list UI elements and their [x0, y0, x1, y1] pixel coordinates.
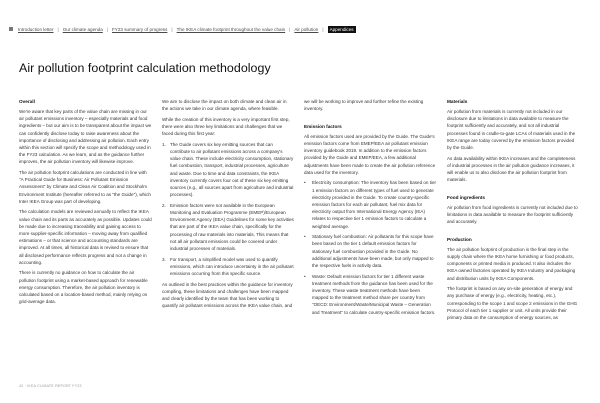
- section-heading-food-ingredients: Food ingredients: [447, 194, 486, 200]
- paragraph: While the creation of this inventory is a very important first step, there were also three key limitations and challenges that we faced during this first year:: [162, 116, 290, 137]
- column-emission-factors: [304, 98, 436, 319]
- nav-link-air-pollution[interactable]: Air pollution: [294, 26, 319, 32]
- list-number: 3.: [162, 256, 166, 262]
- paragraph: Air pollution from materials is currently not included in our disclosure due to limitations in data available to measure the footprint sufficiently and accurately, and not all industrial processes found in cradle-to-gate LCAs of materials used in the IKEA range are today covered by the emission factors provided by the Guide.: [447, 109, 576, 151]
- nav-link-fy23-summary[interactable]: FY23 summary of progress: [112, 26, 168, 32]
- bullet-icon: •: [304, 234, 306, 240]
- paragraph: As data availability within IKEA increases and the completeness of industrial processes in the air pollution guidance increases, it will enable us to also disclose the air pollution footprint from materials.: [447, 155, 576, 183]
- list-item-text: The Guide covers six key emitting sources that can contribute to air pollutant emissions across a company's value chain. These include electricity consumption, stationary fuel combustion, transport, industrial processes, agriculture and waste. Due to time and data constraints, the IKEA inventory currently covers four out of these six key emitting sources (e.g., all sources apart from agriculture and industrial processes).: [170, 141, 294, 198]
- paragraph: There is currently no guidance on how to calculate the air pollution footprint using a market-based approach for renewable energy consumption. Therefore, the air pollution inventory is calculated based on a location-based method, mainly relying on grid-average data.: [19, 270, 148, 305]
- paragraph: we will be working to improve and further refine the existing inventory.: [304, 99, 424, 112]
- list-item: [304, 179, 436, 229]
- section-heading-emission-factors: Emission factors: [304, 123, 342, 129]
- list-number: 2.: [162, 202, 166, 208]
- paragraph: Air pollution from food ingredients is currently not included due to limitations in data available to measure the footprint sufficiently and accurately.: [447, 204, 578, 225]
- page-title: Air pollution footprint calculation methodology: [19, 61, 271, 75]
- nav-separator: |: [322, 26, 324, 32]
- page-footer: 42 · IKEA CLIMATE REPORT FY23: [19, 384, 82, 388]
- breadcrumb-nav: [9, 24, 356, 34]
- nav-link-our-climate-agenda[interactable]: Our climate agenda: [62, 26, 103, 32]
- list-item: [162, 202, 294, 252]
- section-heading-overall: Overall: [19, 99, 35, 104]
- nav-link-appendices[interactable]: Appendices: [329, 26, 354, 32]
- column-limitations: [162, 98, 294, 313]
- list-item: [304, 273, 436, 316]
- list-item-text: Electricity consumption: The inventory has been based on tier 1 emission factors on different types of fuel used to generate electricity provided in the Guide. To create country-specific emission factors for each air pollutant, fuel mix data for electricity output from International Energy Agency (IEA) relates to respective tier 1 emission factors to calculate a weighted average.: [312, 180, 437, 229]
- list-number: 1.: [162, 141, 166, 147]
- paragraph: We aim to disclose the impact on both climate and clean air in the actions we take in our climate agenda, where feasible.: [162, 99, 287, 112]
- paragraph: The air pollution footprint of production is the final step in the supply chain where the IKEA home furnishing or food products, components or printed media is produced. It also includes the IKEA owned factories operated by IKEA Industry and packaging and distribution units by IKEA Components.: [447, 246, 576, 281]
- paragraph: The air pollution footprint calculations are conducted in line with "A Practical Guide for Business: Air Pollutant Emission Assessment" by Climate and Clean Air Coalition and Stockholm Environment Institute (hereafter referred to as "the Guide"), which Inter IKEA Group was part of developing.: [19, 170, 151, 204]
- nav-link-introduction-letter[interactable]: Introduction letter: [18, 26, 54, 32]
- paragraph: All emission factors used are provided by the Guide. The Guide's emission factors come from EMEP/EEA air pollutant emission inventory guidebook 2019. In addition to the emission factors provided by the Guide and EMEP/EEA, a few additional adjustments have been made to create the air pollution reference data used for the inventory.: [304, 133, 436, 175]
- list-item-text: Stationary fuel combustion: Air pollutants for this scope have been based on the tier 1 default emission factors for stationary fuel combustion provided in the Guide. No additional adjustments have been made, but only mapped to the respective fuels in activity data.: [312, 234, 434, 269]
- paragraph: As outlined in the best practices within the guidance for inventory compiling, these limitations and challenges have been mapped and clearly identified by the team that has been working to quantify air pollutant emissions across the IKEA value chain, and: [162, 281, 293, 309]
- nav-separator: |: [106, 26, 108, 32]
- list-item: [304, 233, 436, 269]
- column-materials-food-production: [447, 98, 580, 325]
- list-item: [162, 141, 294, 199]
- paragraph: The footprint is based on any on-site generation of energy and any purchase of energy (e.g., electricity, heating, etc.), corresponding to the scope 1 and scope 2 emissions in the GHG Protocol of each tier 1 supplier or unit. All units provide their primary data on the consumption of energy sources, as: [447, 286, 578, 321]
- nav-link-climate-footprint[interactable]: The IKEA climate footprint throughout the value chain: [176, 26, 286, 32]
- section-heading-materials: Materials: [447, 99, 468, 104]
- section-heading-production: Production: [447, 236, 472, 242]
- paragraph: We're aware that key parts of the value chain are missing in our air pollutant emissions inventory – especially materials and food ingredients – but our aim is to be transparent about the impact we can confidently disclose today to raise awareness about the importance of disclosing and addressing air pollution. Each entry within this section will specify the scope and methodology used in the FY23 calculation. As we learn, and as the guidance further improves, the air pollution inventory will likewise improve.: [19, 109, 152, 165]
- nav-square-icon: [9, 27, 13, 31]
- bullet-icon: •: [304, 180, 306, 186]
- list-item-text: For transport, a simplified model was used to quantify emissions, which can introduce uncertainty in the air pollutant emissions occurring from this specific source.: [170, 256, 294, 277]
- nav-separator: |: [171, 26, 173, 32]
- list-item-text: Waste: Default emission factors for tier 1 different waste treatment methods from the guidance has been used for the inventory. These waste treatment methods have been mapped to the treatment method share per country from "OECD: Environment/Waste/Municipal Waste – Generation and Treatment" to calculate country-specific emission factors.: [312, 273, 436, 315]
- column-overall: [19, 98, 152, 309]
- nav-separator: |: [57, 26, 59, 32]
- bullet-icon: •: [304, 273, 306, 279]
- list-item-text: Emission factors were not available in the European Monitoring and Evaluation Programme (EMEP)/European Environment Agency (EEA) Guidelines for some key activities that are part of the IKEA value chain, specifically for the processing of raw materials into materials. This means that not all air pollutant emissions could be covered under industrial processes of materials.: [170, 202, 294, 252]
- emission-factor-list: [304, 179, 436, 315]
- list-item: [162, 256, 294, 278]
- paragraph: The calculation models are reviewed annually to reflect the IKEA value chain and its parts as accurately as possible. Updates could be made due to increasing traceability and gaining access to more supplier-specific information – moving away from qualified estimations – or that science and accounting standards are improved. At all times, all historical data is revised to ensure that all disclosed performance reflects progress and not a change in accounting.: [19, 209, 152, 265]
- limitations-list: [162, 141, 294, 277]
- nav-separator: |: [289, 26, 291, 32]
